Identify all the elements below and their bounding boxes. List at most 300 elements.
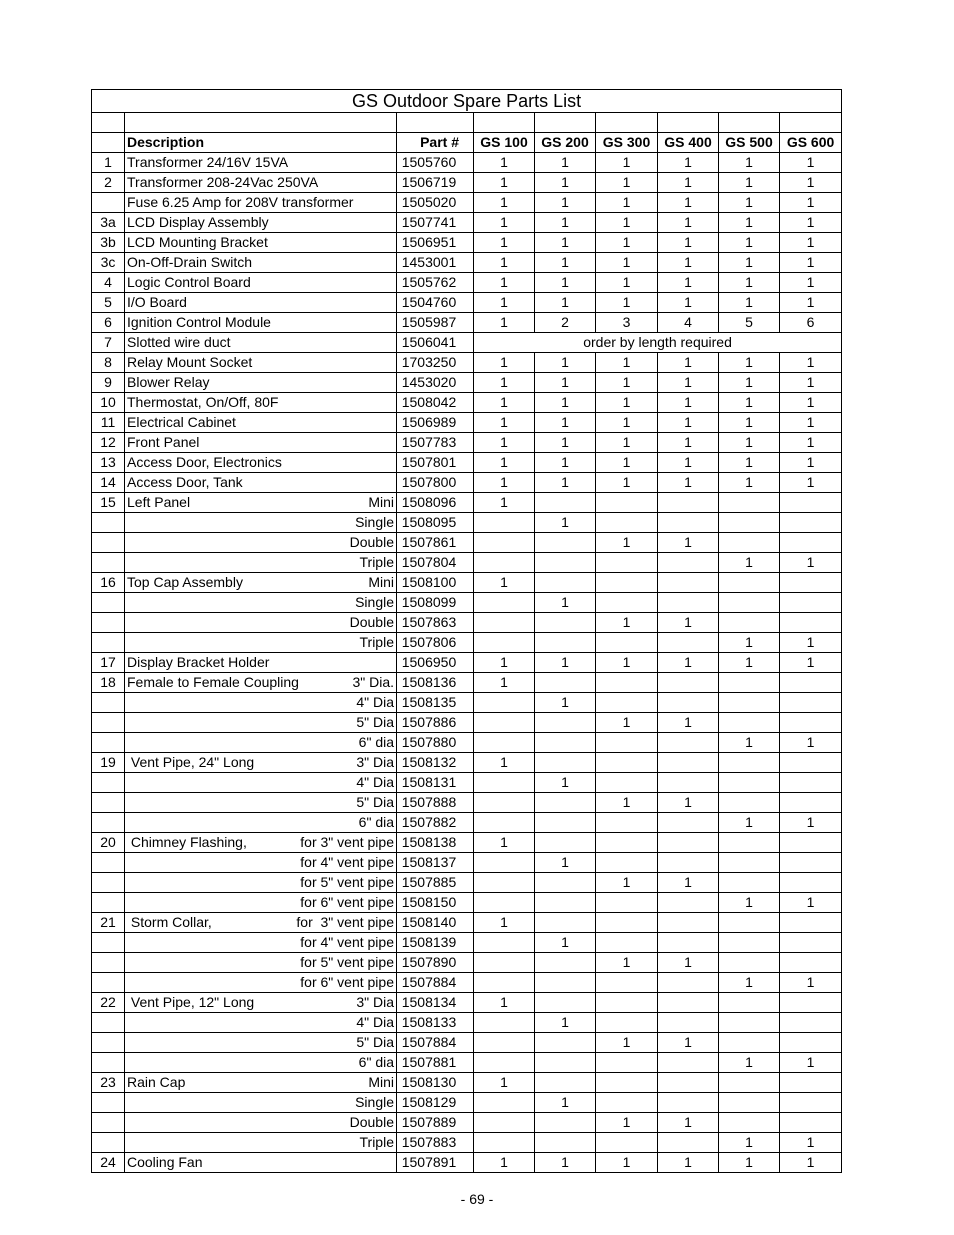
quantity-cell: 1 [719,633,780,653]
item-description [125,593,397,613]
table-row [92,1133,842,1153]
quantity-cell: 1 [719,893,780,913]
item-description [125,213,397,233]
quantity-cell [535,633,596,653]
table-row [92,853,842,873]
part-number: 1507885 [397,873,474,893]
quantity-cell [596,733,658,753]
variant-text: 6" dia [358,1054,394,1070]
quantity-cell: 1 [719,353,780,373]
quantity-cell: 1 [596,213,658,233]
quantity-cell: 1 [719,1053,780,1073]
item-description [125,693,397,713]
part-number: 1505760 [397,153,474,173]
quantity-cell: 1 [658,1153,719,1173]
quantity-cell: 1 [596,653,658,673]
part-number: 1508150 [397,893,474,913]
table-row [92,993,842,1013]
part-number: 1453020 [397,373,474,393]
quantity-cell: 1 [596,473,658,493]
quantity-cell: 1 [780,973,842,993]
table-row [92,493,842,513]
quantity-cell [596,573,658,593]
quantity-cell [474,613,535,633]
part-number: 1504760 [397,293,474,313]
item-description [125,873,397,893]
quantity-cell: 1 [596,253,658,273]
quantity-cell [474,1053,535,1073]
quantity-cell [719,953,780,973]
quantity-cell: 4 [658,313,719,333]
quantity-cell [535,953,596,973]
quantity-cell [596,1073,658,1093]
variant-text: 5" Dia [356,1034,394,1050]
table-row [92,693,842,713]
item-description [125,353,397,373]
quantity-cell: 1 [596,173,658,193]
variant-text: Double [349,614,394,630]
part-number: 1508131 [397,773,474,793]
quantity-cell [474,773,535,793]
item-number: 22 [92,993,125,1013]
quantity-cell [596,833,658,853]
quantity-cell: 1 [474,753,535,773]
quantity-cell: 1 [658,453,719,473]
quantity-cell: 1 [658,533,719,553]
part-number: 1507884 [397,973,474,993]
variant-text: Double [349,1114,394,1130]
item-description [125,793,397,813]
part-number: 1506719 [397,173,474,193]
quantity-cell [658,833,719,853]
item-number [92,1133,125,1153]
quantity-cell: 1 [474,493,535,513]
quantity-cell [719,613,780,633]
quantity-cell [474,513,535,533]
item-description [125,533,397,553]
quantity-cell: 1 [780,453,842,473]
description-text: Blower Relay [127,374,210,390]
table-row [92,673,842,693]
quantity-cell: 1 [719,653,780,673]
quantity-cell: 1 [596,273,658,293]
quantity-cell: 1 [535,853,596,873]
quantity-cell: 1 [535,473,596,493]
item-description [125,513,397,533]
quantity-cell: 1 [535,593,596,613]
quantity-cell [719,1113,780,1133]
quantity-cell [719,713,780,733]
table-title: GS Outdoor Spare Parts List [92,90,842,113]
quantity-cell: 1 [596,193,658,213]
quantity-cell [780,853,842,873]
quantity-cell: 1 [658,253,719,273]
table-row [92,333,842,353]
item-description [125,953,397,973]
table-row [92,393,842,413]
description-text: Relay Mount Socket [127,354,253,370]
table-row [92,233,842,253]
quantity-cell [719,753,780,773]
item-number: 15 [92,493,125,513]
quantity-cell [658,1013,719,1033]
quantity-cell: 1 [535,353,596,373]
item-description [125,553,397,573]
quantity-cell [780,593,842,613]
item-number [92,593,125,613]
part-number: 1507889 [397,1113,474,1133]
quantity-cell: 1 [780,153,842,173]
quantity-cell: 1 [474,293,535,313]
item-number: 23 [92,1073,125,1093]
variant-text: for 3" vent pipe [300,834,394,850]
item-description [125,273,397,293]
quantity-cell [658,493,719,513]
table-row [92,373,842,393]
table-row [92,933,842,953]
quantity-cell [658,593,719,613]
item-description [125,773,397,793]
quantity-cell: 1 [535,273,596,293]
quantity-cell: 1 [474,273,535,293]
part-number: 1508136 [397,673,474,693]
quantity-cell [535,673,596,693]
quantity-cell [474,553,535,573]
description-text: Left Panel [127,494,191,510]
quantity-cell: 1 [780,813,842,833]
item-description [125,1113,397,1133]
variant-text: Triple [359,554,394,570]
item-description [125,933,397,953]
quantity-cell: 1 [596,373,658,393]
item-number [92,813,125,833]
quantity-cell: 1 [719,973,780,993]
item-description [125,913,397,933]
quantity-cell [535,1073,596,1093]
item-number: 14 [92,473,125,493]
item-number: 8 [92,353,125,373]
quantity-cell: 1 [474,253,535,273]
item-description [125,833,397,853]
quantity-cell: 1 [780,353,842,373]
item-number: 6 [92,313,125,333]
variant-text: Mini [368,574,394,590]
item-number [92,553,125,573]
item-number [92,773,125,793]
quantity-cell: 1 [474,993,535,1013]
quantity-cell: 1 [535,173,596,193]
item-description [125,173,397,193]
quantity-cell: 1 [719,233,780,253]
quantity-cell [474,973,535,993]
table-row [92,1113,842,1133]
quantity-cell [535,973,596,993]
quantity-cell [719,913,780,933]
quantity-cell [535,573,596,593]
quantity-cell [658,673,719,693]
quantity-cell: 1 [474,233,535,253]
quantity-cell: 2 [535,313,596,333]
variant-text: 3" Dia. [352,674,394,690]
quantity-cell: 5 [719,313,780,333]
item-number: 3b [92,233,125,253]
variant-text: 6" dia [358,734,394,750]
quantity-cell: 1 [596,713,658,733]
quantity-cell [719,873,780,893]
header-gs500: GS 500 [719,133,780,153]
item-number [92,713,125,733]
quantity-cell [780,933,842,953]
spare-parts-table [91,89,842,1173]
quantity-cell [719,673,780,693]
quantity-cell: 1 [596,873,658,893]
variant-text: 4" Dia [356,774,394,790]
quantity-cell: 1 [474,393,535,413]
description-text: Cooling Fan [127,1154,203,1170]
table-row [92,593,842,613]
header-gs300: GS 300 [596,133,658,153]
variant-text: for 3" vent pipe [296,914,394,930]
quantity-cell [658,1133,719,1153]
description-text: Access Door, Electronics [127,454,282,470]
quantity-cell [596,933,658,953]
quantity-cell: 1 [658,1033,719,1053]
item-description [125,1093,397,1113]
quantity-cell: 1 [780,413,842,433]
description-text: Rain Cap [127,1074,186,1090]
part-number: 1507861 [397,533,474,553]
page-number: - 69 - [460,1191,494,1207]
quantity-cell: 1 [535,433,596,453]
part-number: 1507741 [397,213,474,233]
order-note: order by length required [474,333,842,353]
item-number [92,1113,125,1133]
table-row [92,433,842,453]
quantity-cell [719,573,780,593]
quantity-cell: 1 [474,1153,535,1173]
part-number: 1508129 [397,1093,474,1113]
table-row [92,1073,842,1093]
quantity-cell: 1 [474,433,535,453]
quantity-cell [658,753,719,773]
header-num [92,133,125,153]
quantity-cell: 1 [658,473,719,493]
part-number: 1507881 [397,1053,474,1073]
quantity-cell: 1 [780,193,842,213]
quantity-cell [596,773,658,793]
part-number: 1508137 [397,853,474,873]
part-number: 1508042 [397,393,474,413]
quantity-cell: 1 [474,453,535,473]
quantity-cell [658,1053,719,1073]
item-number: 24 [92,1153,125,1173]
item-number [92,1013,125,1033]
quantity-cell: 1 [719,413,780,433]
quantity-cell [596,853,658,873]
item-description [125,1033,397,1053]
variant-text: Triple [359,1134,394,1150]
quantity-cell: 1 [535,933,596,953]
quantity-cell: 3 [596,313,658,333]
description-text: Slotted wire duct [127,334,231,350]
part-number: 1505020 [397,193,474,213]
table-row [92,973,842,993]
part-number: 1508099 [397,593,474,613]
quantity-cell: 1 [719,553,780,573]
part-number: 1507863 [397,613,474,633]
quantity-cell: 1 [719,813,780,833]
table-row [92,913,842,933]
quantity-cell [780,1073,842,1093]
item-number [92,693,125,713]
part-number: 1508133 [397,1013,474,1033]
description-text: Thermostat, On/Off, 80F [127,394,279,410]
variant-text: 5" Dia [356,794,394,810]
quantity-cell [719,993,780,1013]
quantity-cell: 1 [658,273,719,293]
quantity-cell: 1 [780,633,842,653]
table-row [92,1013,842,1033]
quantity-cell [535,833,596,853]
quantity-cell: 1 [658,393,719,413]
item-number: 20 [92,833,125,853]
quantity-cell [596,913,658,933]
table-row [92,793,842,813]
item-description [125,853,397,873]
quantity-cell [474,533,535,553]
quantity-cell [658,693,719,713]
quantity-cell [596,1133,658,1153]
quantity-cell: 1 [535,1013,596,1033]
quantity-cell: 1 [596,233,658,253]
quantity-cell: 1 [658,433,719,453]
item-number [92,793,125,813]
quantity-cell: 1 [780,893,842,913]
table-row [92,313,842,333]
variant-text: 3" Dia [356,754,394,770]
quantity-cell [474,713,535,733]
quantity-cell: 1 [474,653,535,673]
variant-text: Mini [368,1074,394,1090]
description-text: Ignition Control Module [127,314,271,330]
quantity-cell [474,593,535,613]
table-row [92,553,842,573]
item-number [92,1053,125,1073]
item-description [125,1013,397,1033]
quantity-cell [780,1013,842,1033]
quantity-cell [535,1053,596,1073]
quantity-cell [535,913,596,933]
quantity-cell [780,513,842,533]
variant-text: Single [355,594,394,610]
header-part: Part # [397,133,474,153]
quantity-cell [780,533,842,553]
quantity-cell: 1 [780,213,842,233]
table-row [92,753,842,773]
item-description [125,713,397,733]
part-number: 1508140 [397,913,474,933]
header-gs400: GS 400 [658,133,719,153]
quantity-cell: 1 [596,1113,658,1133]
quantity-cell: 1 [658,373,719,393]
quantity-cell [596,893,658,913]
item-description [125,413,397,433]
quantity-cell [719,693,780,713]
part-number: 1507891 [397,1153,474,1173]
item-description [125,493,397,513]
quantity-cell [658,913,719,933]
quantity-cell [596,813,658,833]
item-description [125,573,397,593]
quantity-cell: 1 [658,153,719,173]
quantity-cell [719,1013,780,1033]
item-number [92,193,125,213]
item-description [125,453,397,473]
item-number [92,1033,125,1053]
item-description [125,813,397,833]
quantity-cell: 1 [719,373,780,393]
quantity-cell: 1 [658,413,719,433]
quantity-cell [719,493,780,513]
quantity-cell [780,753,842,773]
part-number: 1508095 [397,513,474,533]
variant-text: 4" Dia [356,694,394,710]
item-number [92,733,125,753]
item-description [125,233,397,253]
quantity-cell: 1 [780,433,842,453]
description-text: Transformer 24/16V 15VA [127,154,289,170]
table-row [92,713,842,733]
quantity-cell: 1 [658,193,719,213]
item-description [125,733,397,753]
item-description [125,613,397,633]
quantity-cell: 1 [535,213,596,233]
quantity-cell [474,873,535,893]
quantity-cell: 1 [719,1133,780,1153]
item-description [125,1133,397,1153]
quantity-cell [658,973,719,993]
quantity-cell [596,493,658,513]
item-number: 11 [92,413,125,433]
description-text: Vent Pipe, 24" Long [127,754,255,770]
header-gs200: GS 200 [535,133,596,153]
quantity-cell [596,553,658,573]
part-number: 1507886 [397,713,474,733]
quantity-cell [474,733,535,753]
item-description [125,253,397,273]
variant-text: for 6" vent pipe [300,974,394,990]
table-row [92,1093,842,1113]
item-description [125,313,397,333]
quantity-cell: 1 [719,193,780,213]
variant-text: Triple [359,634,394,650]
quantity-cell [780,1093,842,1113]
quantity-cell [719,1093,780,1113]
quantity-cell [535,713,596,733]
quantity-cell [596,1053,658,1073]
quantity-cell [535,873,596,893]
table-row [92,473,842,493]
item-number [92,873,125,893]
table-row [92,353,842,373]
item-description [125,653,397,673]
quantity-cell [535,533,596,553]
quantity-cell: 1 [535,1153,596,1173]
table-row [92,1153,842,1173]
variant-text: Mini [368,494,394,510]
description-text: Display Bracket Holder [127,654,270,670]
item-description [125,753,397,773]
